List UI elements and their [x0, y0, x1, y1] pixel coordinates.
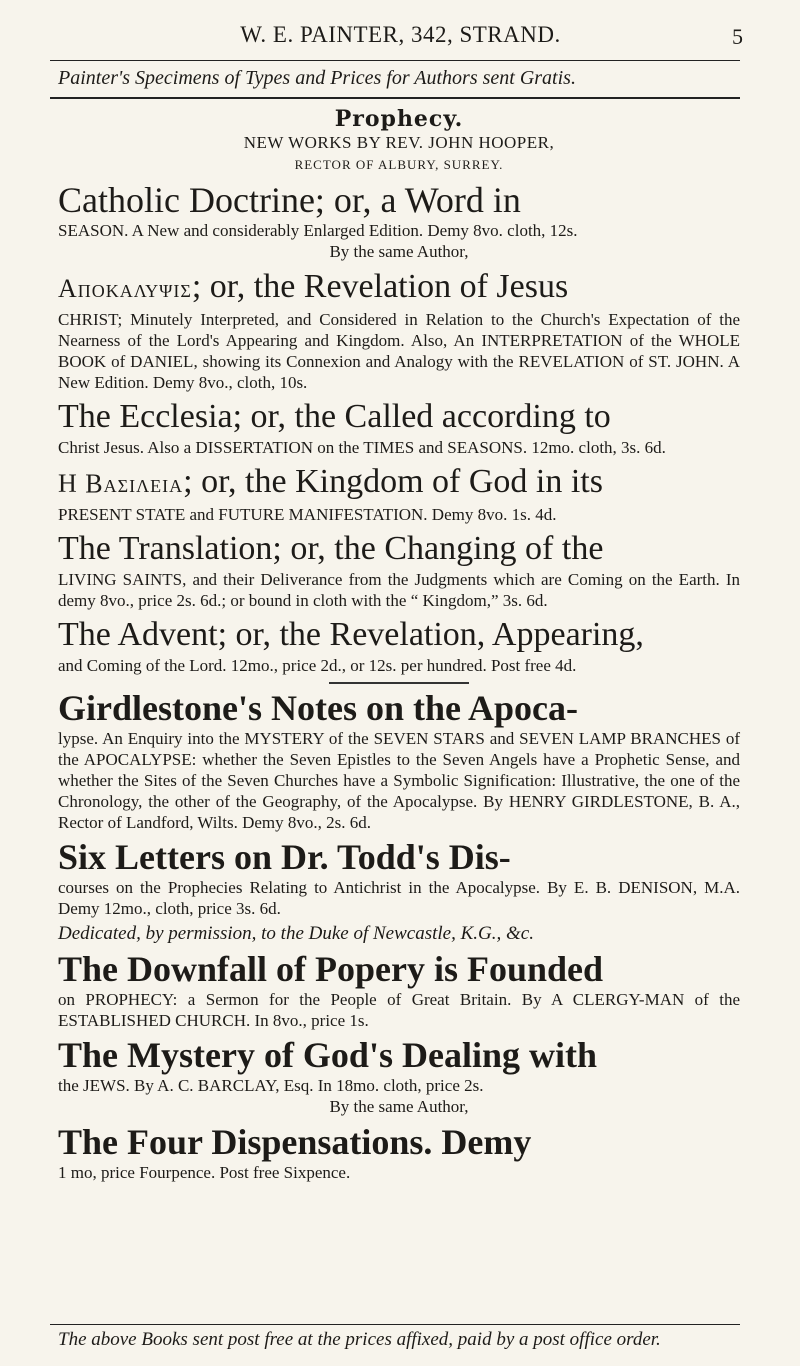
book-entry [58, 949, 740, 1031]
book-entry [58, 180, 740, 241]
catalogue-content [58, 104, 740, 1183]
book-entry [58, 1035, 740, 1096]
book-title: Catholic Doctrine; or, a Word in [58, 180, 521, 220]
book-title: The Ecclesia; or, the Called according to [58, 398, 611, 435]
book-description: Christ Jesus. Also a DISSERTATION on the TIMES and SEASONS. 12mo. cloth, 3s. 6d. [58, 438, 666, 457]
title-rest: ; or, the Kingdom of God in its [183, 463, 603, 500]
book-description: SEASON. A New and considerably Enlarged Edition. Demy 8vo. cloth, 12s. [58, 221, 578, 240]
book-title: Six Letters on Dr. Todd's Dis- [58, 837, 511, 877]
section-title: Prophecy. [334, 106, 464, 132]
book-description: the JEWS. By A. C. BARCLAY, Esq. In 18mo. cloth, price 2s. [58, 1076, 484, 1095]
book-description: PRESENT STATE and FUTURE MANIFESTATION. Demy 8vo. 1s. 4d. [58, 505, 557, 524]
section-divider [329, 682, 469, 684]
greek-title: Αποκαλυψις [58, 274, 192, 303]
running-head: W. E. PAINTER, 342, STRAND. [240, 22, 561, 47]
book-entry [58, 688, 740, 833]
by-line: By the same Author, [329, 1097, 469, 1116]
header-rule [50, 60, 740, 61]
book-title [58, 462, 740, 504]
book-title [58, 267, 740, 309]
title-rest: ; or, the Revelation of Jesus [191, 268, 569, 305]
book-entry [58, 1122, 740, 1183]
greek-title: Η Βασιλεια [58, 469, 184, 498]
book-title: The Downfall of Popery is Founded [58, 949, 604, 989]
book-entry [58, 529, 740, 611]
book-entry [58, 267, 740, 393]
book-title: Girdlestone's Notes on the Apoca- [58, 688, 578, 728]
book-entry [58, 462, 740, 525]
book-entry [58, 615, 740, 676]
page-number: 5 [732, 24, 743, 49]
book-description: on PROPHECY: a Sermon for the People of Great Britain. By A CLERGY-MAN of the ESTABLISHED CHURCH. In 8vo., price 1s. [58, 990, 740, 1030]
book-title: The Translation; or, the Changing of the [58, 530, 604, 567]
book-description: CHRIST; Minutely Interpreted, and Considered in Relation to the Church's Expectation of the Nearness of the Lord's Appearing and Kingdom. Also, An INTERPRETATION of the WHOLE BOOK of DANIEL, showing its Connexion and Analogy with the REVELATION of ST. JOHN. A New Edition. Demy 8vo., cloth, 10s. [58, 310, 740, 392]
page-header [58, 22, 743, 58]
book-description: and Coming of the Lord. 12mo., price 2d., or 12s. per hundred. Post free 4d. [58, 656, 577, 675]
page-footer: The above Books sent post free at the prices affixed, paid by a post office order. [58, 1329, 661, 1350]
book-description: lypse. An Enquiry into the MYSTERY of the SEVEN STARS and SEVEN LAMP BRANCHES of the APOCALYPSE: whether the Seven Epistles to the Seven Angels have a Prophetic Sense, and whether the Sites of the Seven Churches have a Symbolic Signification: Illustrative, the one of the Chronology, the other of the Geography, of the Apocalypse. By HENRY GIRDLESTONE, B. A., Rector of Landford, Wilts. Demy 8vo., 2s. 6d. [58, 729, 740, 832]
footer-rule [50, 1324, 740, 1325]
book-title: The Mystery of God's Dealing with [58, 1035, 597, 1075]
book-description: courses on the Prophecies Relating to Antichrist in the Apocalypse. By E. B. DENISON, M.A. Demy 12mo., cloth, price 3s. 6d. [58, 878, 740, 918]
book-entry [58, 397, 740, 458]
book-entry [58, 837, 740, 919]
book-description: 1 mo, price Fourpence. Post free Sixpence. [58, 1163, 351, 1182]
subtitle-rule [50, 97, 740, 99]
dedication-line: Dedicated, by permission, to the Duke of Newcastle, K.G., &c. [58, 923, 534, 944]
page-subtitle: Painter's Specimens of Types and Prices for Authors sent Gratis. [58, 67, 576, 89]
book-title: The Four Dispensations. Demy [58, 1122, 532, 1162]
book-title: The Advent; or, the Revelation, Appearing, [58, 616, 644, 653]
author-role: RECTOR OF ALBURY, SURREY. [294, 157, 504, 172]
author-line: NEW WORKS BY REV. JOHN HOOPER, [243, 133, 555, 152]
book-description: LIVING SAINTS, and their Deliverance from the Judgments which are Coming on the Earth. In demy 8vo., price 2s. 6d.; or bound in cloth with the “ Kingdom,” 3s. 6d. [58, 570, 740, 610]
by-line: By the same Author, [329, 242, 469, 261]
